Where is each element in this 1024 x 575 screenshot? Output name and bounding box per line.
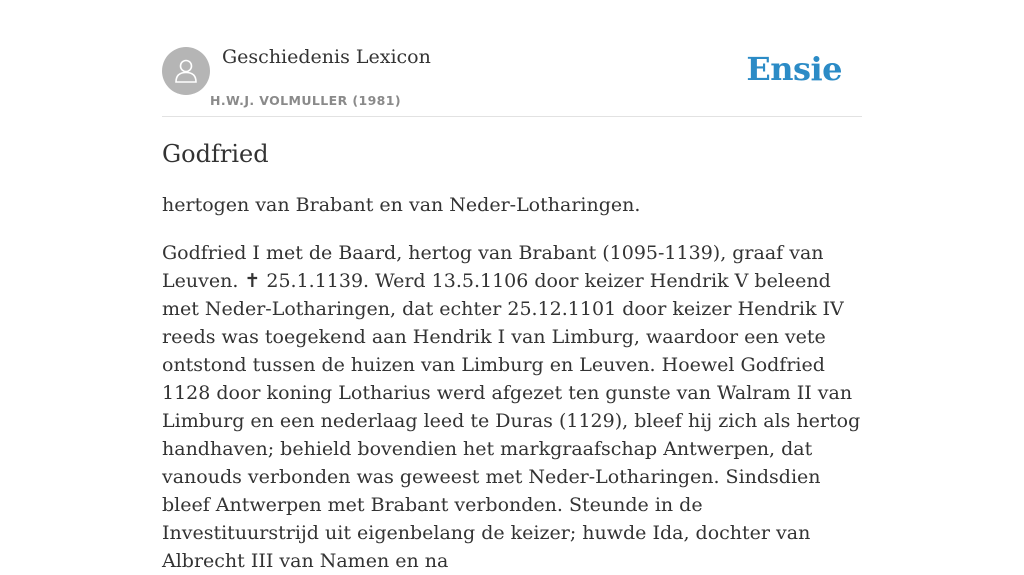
article-title: Godfried	[162, 140, 269, 168]
source-header	[162, 0, 862, 117]
article-body: Godfried I met de Baard, hertog van Brabant (1095-1139), graaf van Leuven. ✝ 25.1.1139. Werd 13.5.1106 door keizer Hendrik V beleend met Neder-Lotharingen, dat echter 25.12.1101 door keizer Hendrik IV reeds was toegekend aan Hendrik I van Limburg, waardoor een vete ontstond tussen de huizen van Limburg en Leuven. Hoewel Godfried 1128 door koning Lotharius werd afgezet ten gunste van Walram II van Limburg en een nederlaag leed te Duras (1129), bleef hij zich als hertog handhaven; behield bovendien het markgraafschap Antwerpen, dat vanouds verbonden was geweest met Neder-Lotharingen. Sindsdien bleef Antwerpen met Brabant verbonden. Steunde in de Investituurstrijd uit eigenbelang de keizer; huwde Ida, dochter van Albrecht III van Namen en na	[162, 242, 861, 572]
user-icon	[171, 56, 201, 86]
avatar[interactable]	[162, 47, 210, 95]
page-content	[162, 0, 862, 572]
source-author[interactable]: H.W.J. VOLMULLER (1981)	[210, 93, 401, 108]
source-title[interactable]: Geschiedenis Lexicon	[222, 46, 431, 68]
article-subtitle: hertogen van Brabant en van Neder-Lotharingen.	[162, 194, 641, 216]
ensie-logo[interactable]: Ensie	[746, 50, 842, 88]
